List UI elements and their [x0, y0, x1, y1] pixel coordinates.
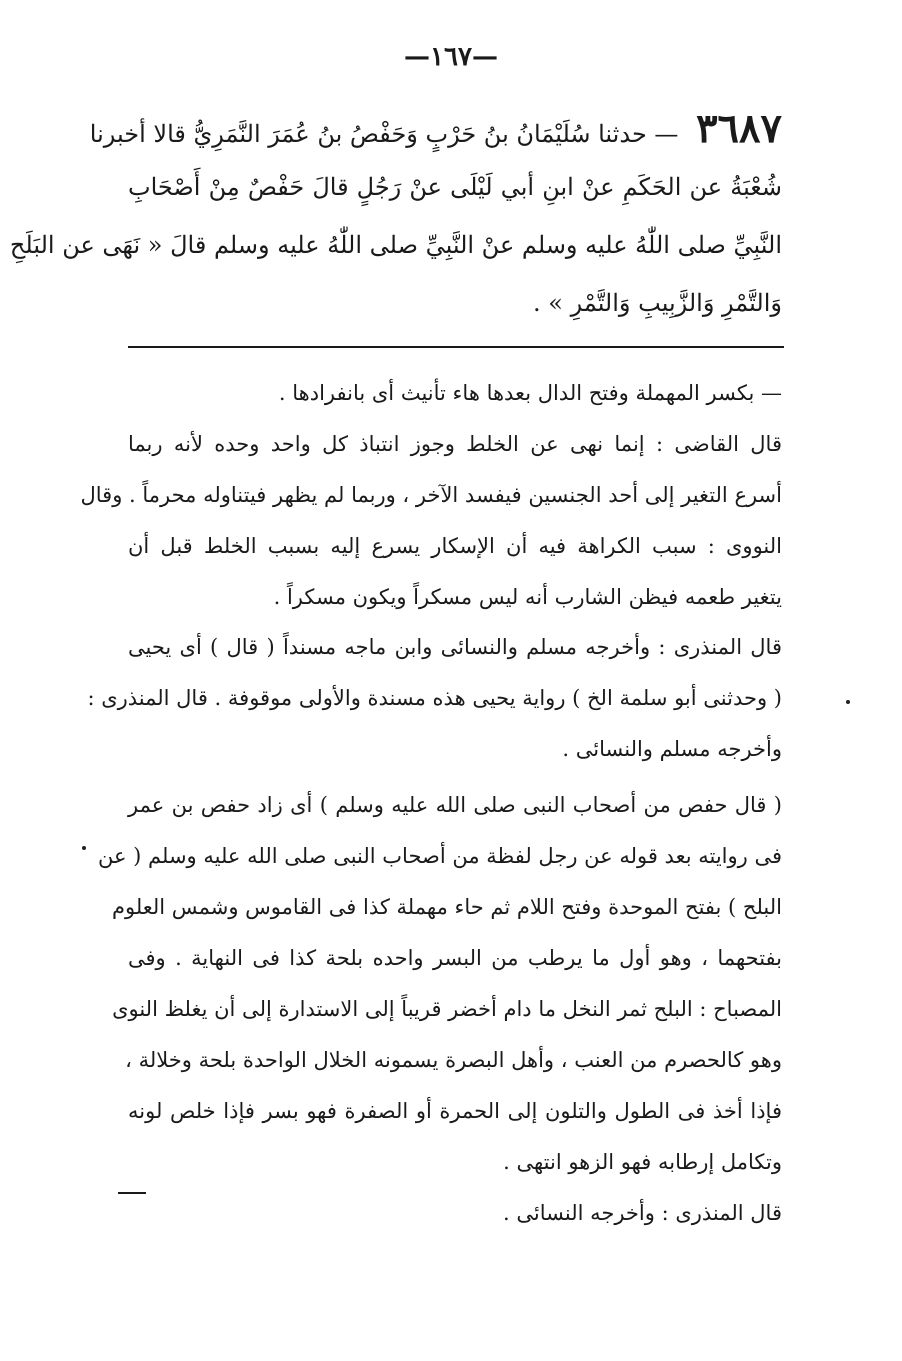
hadith-line-text: — حدثنا سُلَيْمَانُ بنُ حَرْبٍ وَحَفْصُ بنُ عُمَرَ النَّمَرِيُّ قالا أخبرنا	[89, 120, 679, 148]
commentary-line: قال القاضى : إنما نهى عن الخلط وجوز انتباذ كل واحد وحده لأنه ربما	[128, 432, 782, 456]
commentary-line: وأخرجه مسلم والنسائى .	[562, 737, 782, 761]
hadith-line: النَّبِيِّ صلى اللّٰهُ عليه وسلم عنْ النَّبِيِّ صلى اللّٰهُ عليه وسلم قالَ « نَهَى عن البَلَحِ	[9, 231, 782, 259]
commentary-line: فى روايته بعد قوله عن رجل لفظة من أصحاب النبى صلى الله عليه وسلم ( عن	[97, 844, 782, 868]
commentary-line: المصباح : البلح ثمر النخل ما دام أخضر قريباً إلى الاستدارة إلى أن يغلظ النوى	[112, 997, 782, 1021]
commentary-line: النووى : سبب الكراهة فيه أن الإسكار يسرع إليه بسبب الخلط قبل أن	[128, 534, 782, 558]
commentary-line: أسرع التغير إلى أحد الجنسين فيفسد الآخر ، وربما لم يظهر فيتناوله محرماً . وقال	[80, 483, 782, 507]
commentary-paragraph-2	[87, 622, 782, 775]
page-number: —١٦٧—	[404, 42, 498, 72]
commentary-line: يتغير طعمه فيظن الشارب أنه ليس مسكراً ويكون مسكراً .	[273, 585, 782, 609]
scan-speck	[82, 846, 86, 850]
margin-dash	[118, 1192, 146, 1194]
scan-speck	[846, 700, 850, 704]
commentary-line: ( وحدثنى أبو سلمة الخ ) رواية يحيى هذه مسندة والأولى موقوفة . قال المنذرى :	[87, 686, 782, 710]
commentary-line: فإذا أخذ فى الطول والتلون إلى الحمرة أو الصفرة فهو بسر فإذا خلص لونه	[128, 1099, 782, 1123]
hadith-line: وَالتَّمْرِ وَالزَّبِيبِ وَالتَّمْرِ » .	[533, 289, 782, 317]
hadith-number: ٣٦٨٧	[696, 105, 782, 152]
commentary-line: البلح ) بفتح الموحدة وفتح اللام ثم حاء مهملة كذا فى القاموس وشمس العلوم	[111, 895, 782, 919]
commentary-line: بفتحهما ، وهو أول ما يرطب من البسر واحده بلحة كذا فى النهاية . وفى	[128, 946, 782, 970]
commentary-line: ( قال حفص من أصحاب النبى صلى الله عليه وسلم ) أى زاد حفص بن عمر	[128, 793, 782, 817]
hadith-line	[89, 100, 782, 158]
commentary-line: وتكامل إرطابه فهو الزهو انتهى .	[503, 1150, 782, 1174]
footnote-divider	[128, 346, 784, 348]
commentary-paragraph-3	[97, 780, 782, 1239]
commentary-line: قال المنذرى : وأخرجه النسائى .	[503, 1201, 782, 1225]
commentary-line: وهو كالحصرم من العنب ، وأهل البصرة يسمونه الخلال الواحدة بلحة وخلالة ،	[125, 1048, 782, 1072]
commentary-line: — بكسر المهملة وفتح الدال بعدها هاء تأنيث أى بانفرادها .	[278, 381, 782, 405]
hadith-text	[9, 100, 782, 332]
hadith-line: شُعْبَةُ عن الحَكَمِ عنْ ابنِ أبي لَيْلَى عنْ رَجُلٍ قالَ حَفْصٌ مِنْ أَصْحَابِ	[128, 173, 782, 201]
commentary-line: قال المنذرى : وأخرجه مسلم والنسائى وابن ماجه مسنداً ( قال ) أى يحيى	[128, 635, 782, 659]
commentary-paragraph-1	[80, 368, 782, 623]
